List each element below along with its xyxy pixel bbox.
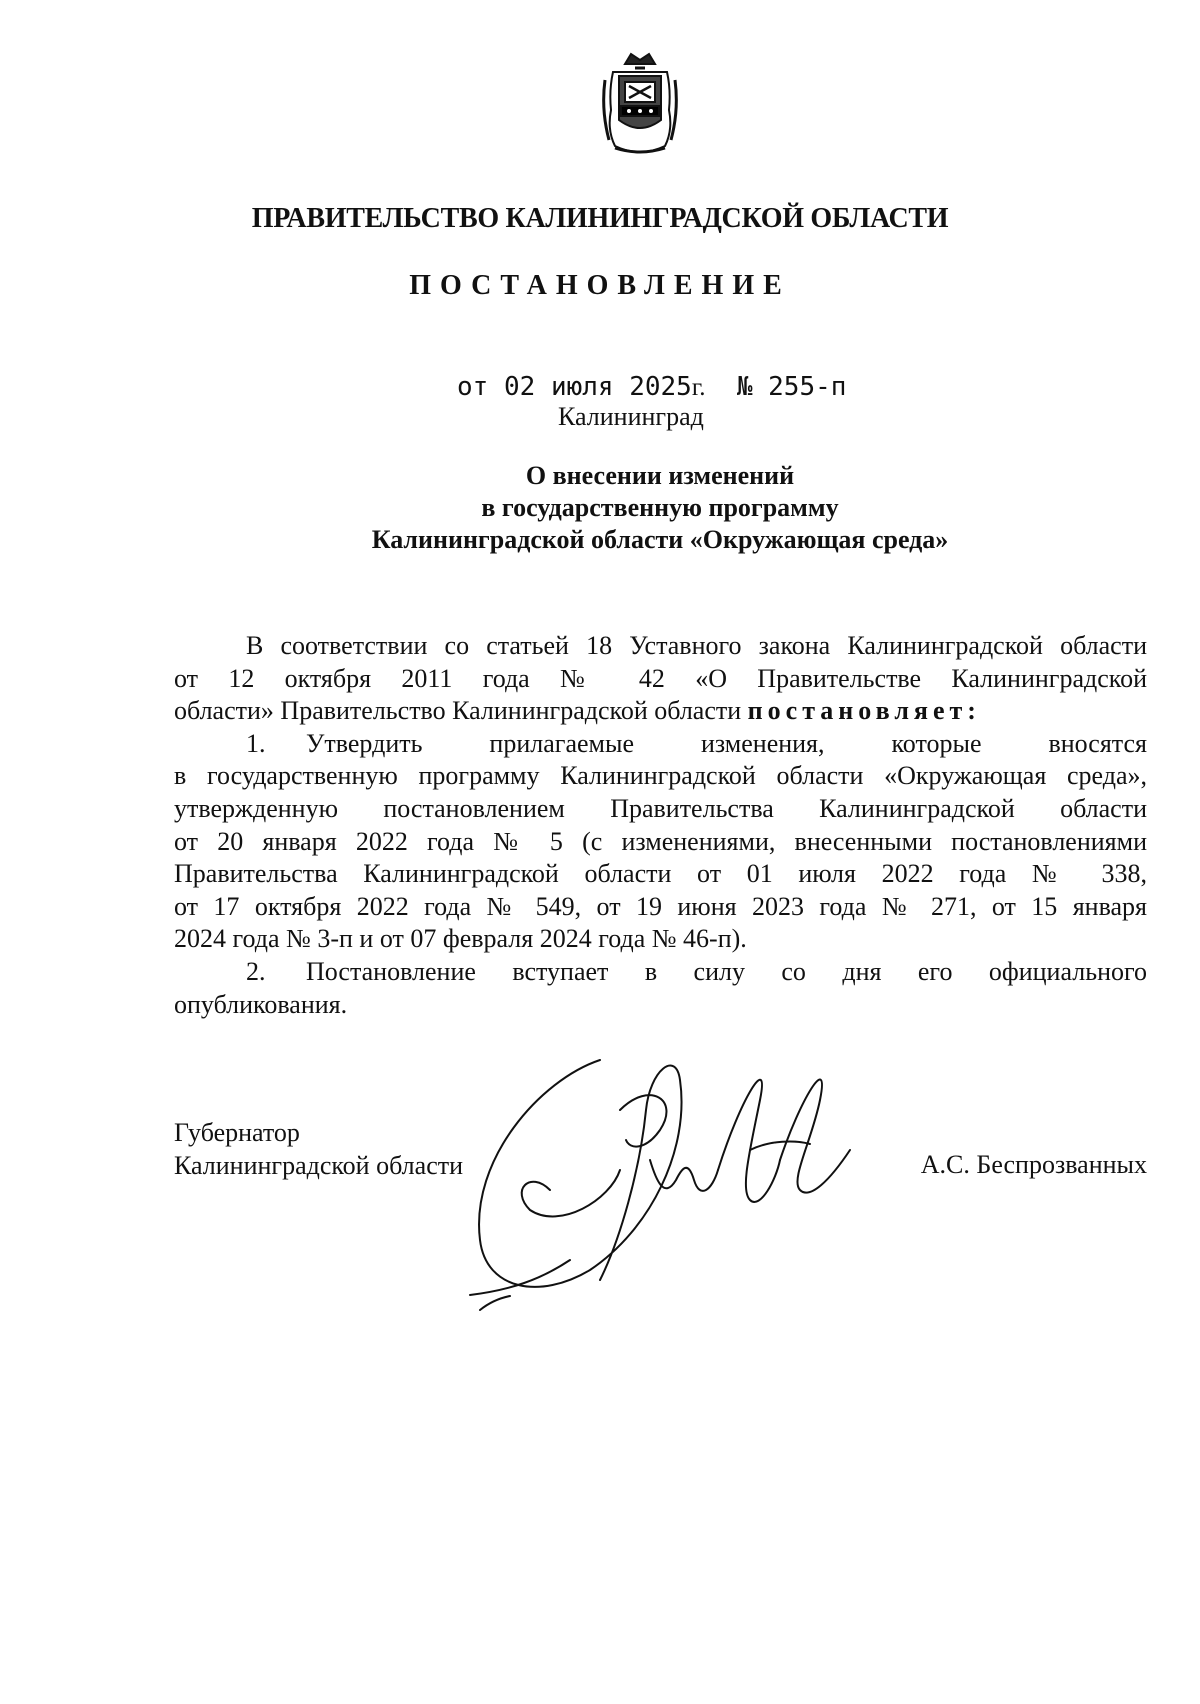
subject-line: в государственную программу — [481, 493, 839, 522]
date-year: 2025 — [629, 372, 692, 402]
city-name: Калининград — [558, 402, 704, 431]
government-name: ПРАВИТЕЛЬСТВО КАЛИНИНГРАДСКОЙ ОБЛАСТИ — [251, 203, 949, 234]
resolution-verb: постановляет: — [747, 696, 981, 726]
body-line: В соответствии со статьей 18 Уставного закона Калининградской области — [246, 631, 1147, 660]
item-text: Утвердить прилагаемые изменения, которые вносятся — [306, 728, 1147, 758]
item-number: 1. — [246, 728, 266, 758]
body-line: утвержденную постановлением Правительства Калининградской области — [174, 793, 1147, 823]
preamble-text: области» Правительство Калининградской области — [174, 696, 742, 726]
year-suffix: г. — [691, 374, 706, 401]
subject-line: О внесении изменений — [525, 461, 795, 490]
document-type: ПОСТАНОВЛЕНИЕ — [409, 270, 791, 301]
date-prefix: от — [457, 372, 489, 402]
item-2-first-line — [174, 956, 1147, 989]
date-month: июля — [550, 372, 614, 402]
position-line: Губернатор — [174, 1118, 300, 1147]
document-date-number — [457, 372, 846, 402]
body-line: Правительства Калининградской области от 01 июля 2022 года № 338, — [174, 859, 1147, 889]
number-sign: № — [736, 372, 753, 402]
date-day: 02 — [503, 372, 536, 402]
body-line: от 20 января 2022 года № 5 (с изменениями, внесенными постановлениями — [174, 826, 1147, 856]
signatory-position — [174, 1117, 463, 1182]
subject-line: Калининградской области «Окружающая среда» — [371, 525, 949, 554]
handwritten-signature-icon — [450, 1040, 910, 1330]
body-line — [174, 695, 1147, 728]
body-line: от 12 октября 2011 года № 42 «О Правительстве Калининградской — [174, 663, 1147, 693]
body-line: 2024 года № 3-п и от 07 февраля 2024 года № 46-п). — [174, 924, 747, 954]
body-line: от 17 октября 2022 года № 549, от 19 июня 2023 года № 271, от 15 января — [174, 891, 1147, 921]
item-text: Постановление вступает в силу со дня его официального — [306, 956, 1147, 986]
coat-of-arms-icon — [595, 50, 685, 158]
body-line: в государственную программу Калининградской области «Окружающая среда», — [174, 761, 1147, 791]
position-line: Калининградской области — [174, 1150, 464, 1180]
body-line: опубликования. — [174, 989, 348, 1019]
item-number: 2. — [246, 956, 266, 986]
document-subject — [300, 460, 1020, 556]
document-body — [174, 630, 1147, 1021]
document-number: 255-п — [768, 372, 847, 402]
item-1-first-line — [174, 728, 1147, 761]
signatory-name: А.С. Беспрозванных — [920, 1150, 1147, 1179]
